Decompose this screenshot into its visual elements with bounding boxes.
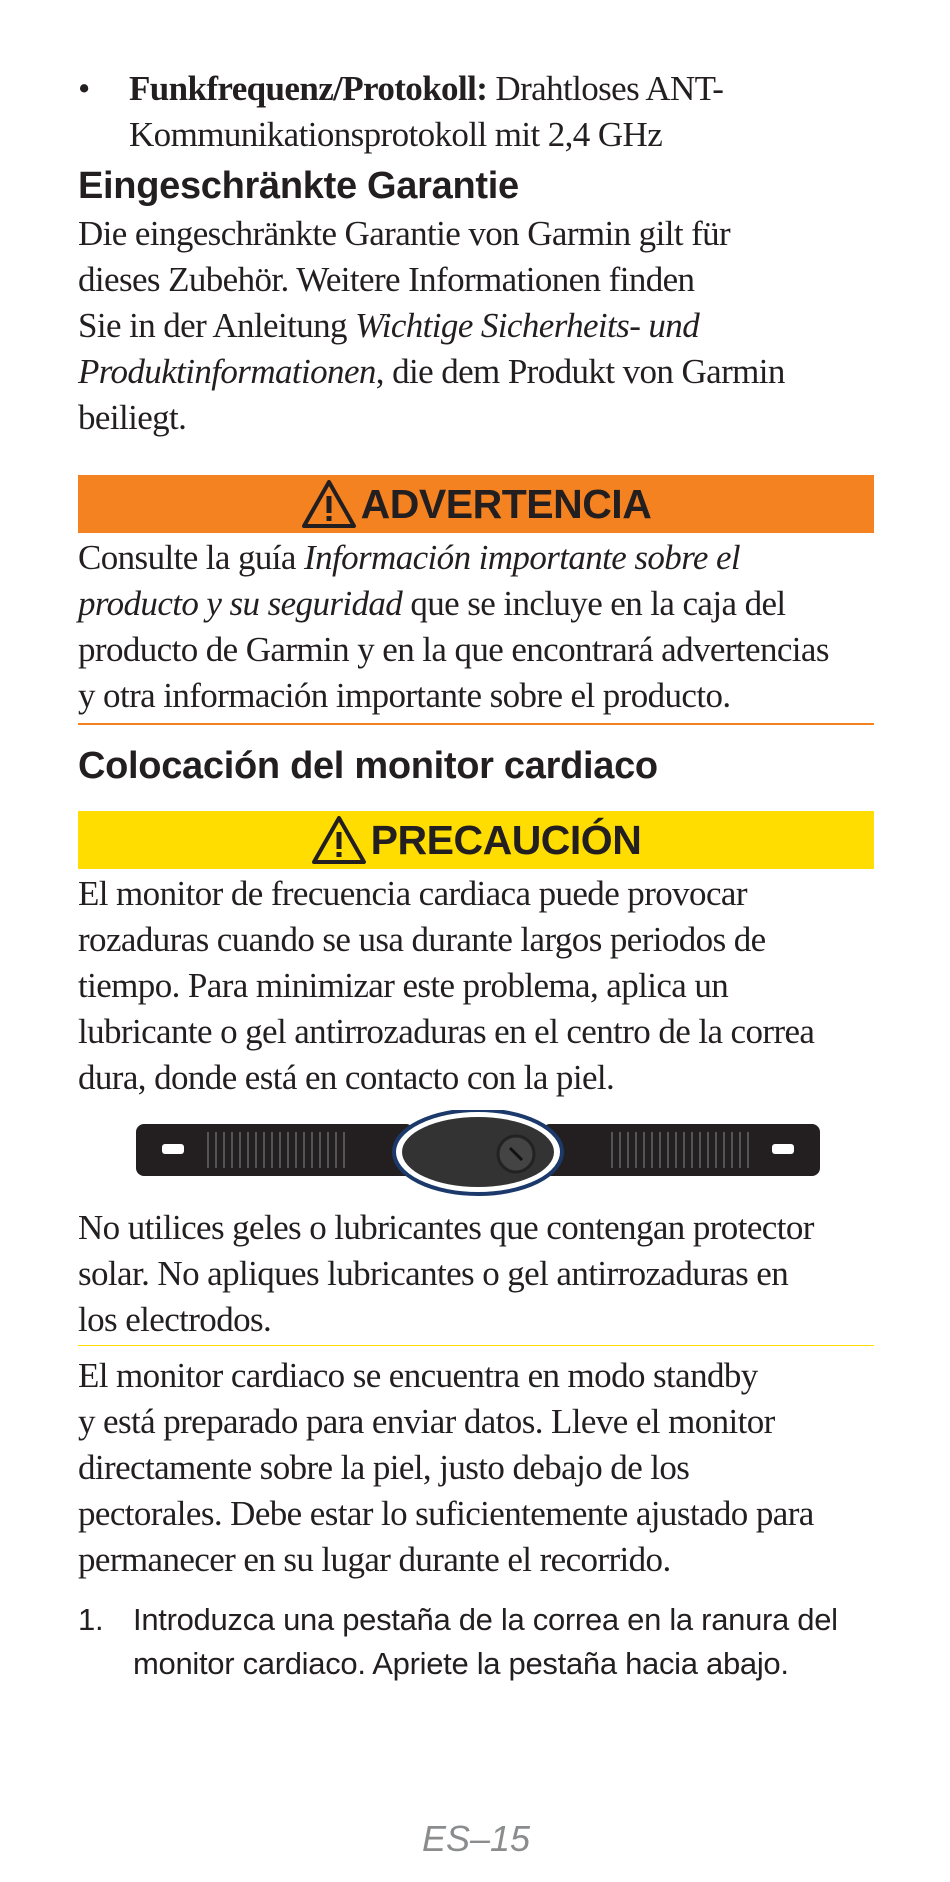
caution-line: tiempo. Para minimizar este problema, aplica un <box>78 966 729 1005</box>
warranty-text: Sie in der Anleitung <box>78 306 356 345</box>
step-text <box>133 1598 878 1686</box>
caution-line: dura, donde está en contacto con la piel. <box>78 1058 615 1097</box>
standby-line: y está preparado para enviar datos. Lleve el monitor <box>78 1402 775 1441</box>
standby-paragraph <box>78 1353 878 1583</box>
warranty-line: dieses Zubehör. Weitere Informationen finden <box>78 260 695 299</box>
caution-line: rozaduras cuando se usa durante largos periodos de <box>78 920 766 959</box>
placement-heading: Colocación del monitor cardiaco <box>78 745 658 787</box>
standby-line: pectorales. Debe estar lo suficientemente ajustado para <box>78 1494 814 1533</box>
warranty-paragraph <box>78 211 878 441</box>
warning-title: ADVERTENCIA <box>360 480 652 527</box>
bullet-label: Funkfrequenz/Protokoll: <box>129 69 488 108</box>
warning-line <box>78 581 878 627</box>
warning-rule <box>78 723 874 725</box>
warning-paragraph <box>78 535 878 719</box>
warning-banner <box>78 475 874 533</box>
warranty-line: Die eingeschränkte Garantie von Garmin gilt für <box>78 214 731 253</box>
warning-line: producto de Garmin y en la que encontrará advertencias <box>78 630 829 669</box>
bullet-marker: • <box>78 69 90 108</box>
warning-text: Consulte la guía <box>78 538 305 577</box>
warning-doc-title: Información importante sobre el <box>304 538 741 577</box>
bullet-value-1: Drahtloses ANT- <box>487 69 724 108</box>
warning-line: y otra información importante sobre el producto. <box>78 676 731 715</box>
standby-line: El monitor cardiaco se encuentra en modo standby <box>78 1356 758 1395</box>
lubricant-line: No utilices geles o lubricantes que contengan protector <box>78 1208 814 1247</box>
warranty-line <box>78 349 878 395</box>
step-line: Introduzca una pestaña de la correa en la ranura del <box>133 1602 838 1637</box>
warranty-text: , die dem Produkt von Garmin <box>375 352 785 391</box>
caution-line: El monitor de frecuencia cardiaca puede provocar <box>78 874 747 913</box>
caution-rule <box>78 1345 874 1346</box>
step-number: 1. <box>78 1602 104 1637</box>
caution-paragraph <box>78 871 878 1101</box>
standby-line: directamente sobre la piel, justo debajo de los <box>78 1448 690 1487</box>
lubricant-paragraph <box>78 1205 878 1343</box>
lubricant-line: solar. No apliques lubricantes o gel antirrozaduras en <box>78 1254 789 1293</box>
caution-title: PRECAUCIÓN <box>370 816 642 863</box>
warranty-heading: Eingeschränkte Garantie <box>78 165 519 207</box>
bullet-value-2: Kommunikationsprotokoll mit 2,4 GHz <box>129 115 663 154</box>
warning-text: que se incluye en la caja del <box>402 584 786 623</box>
warning-triangle-icon <box>301 479 357 529</box>
lubricant-line: los electrodos. <box>78 1300 272 1339</box>
page-number: ES–15 <box>421 1818 531 1859</box>
bullet-text <box>129 66 869 158</box>
warning-triangle-icon <box>311 815 367 865</box>
warranty-line <box>78 303 878 349</box>
warning-doc-title-cont: producto y su seguridad <box>78 584 403 623</box>
standby-line: permanecer en su lugar durante el recorrido. <box>78 1540 671 1579</box>
warning-line <box>78 535 878 581</box>
warranty-line: beiliegt. <box>78 398 187 437</box>
heart-rate-strap-illustration <box>134 1110 822 1196</box>
warranty-doc-title: Wichtige Sicherheits- und <box>355 306 700 345</box>
step-line: monitor cardiaco. Apriete la pestaña hacia abajo. <box>133 1646 789 1681</box>
caution-banner <box>78 811 874 869</box>
caution-line: lubricante o gel antirrozaduras en el centro de la correa <box>78 1012 815 1051</box>
warranty-doc-title-cont: Produktinformationen <box>78 352 376 391</box>
